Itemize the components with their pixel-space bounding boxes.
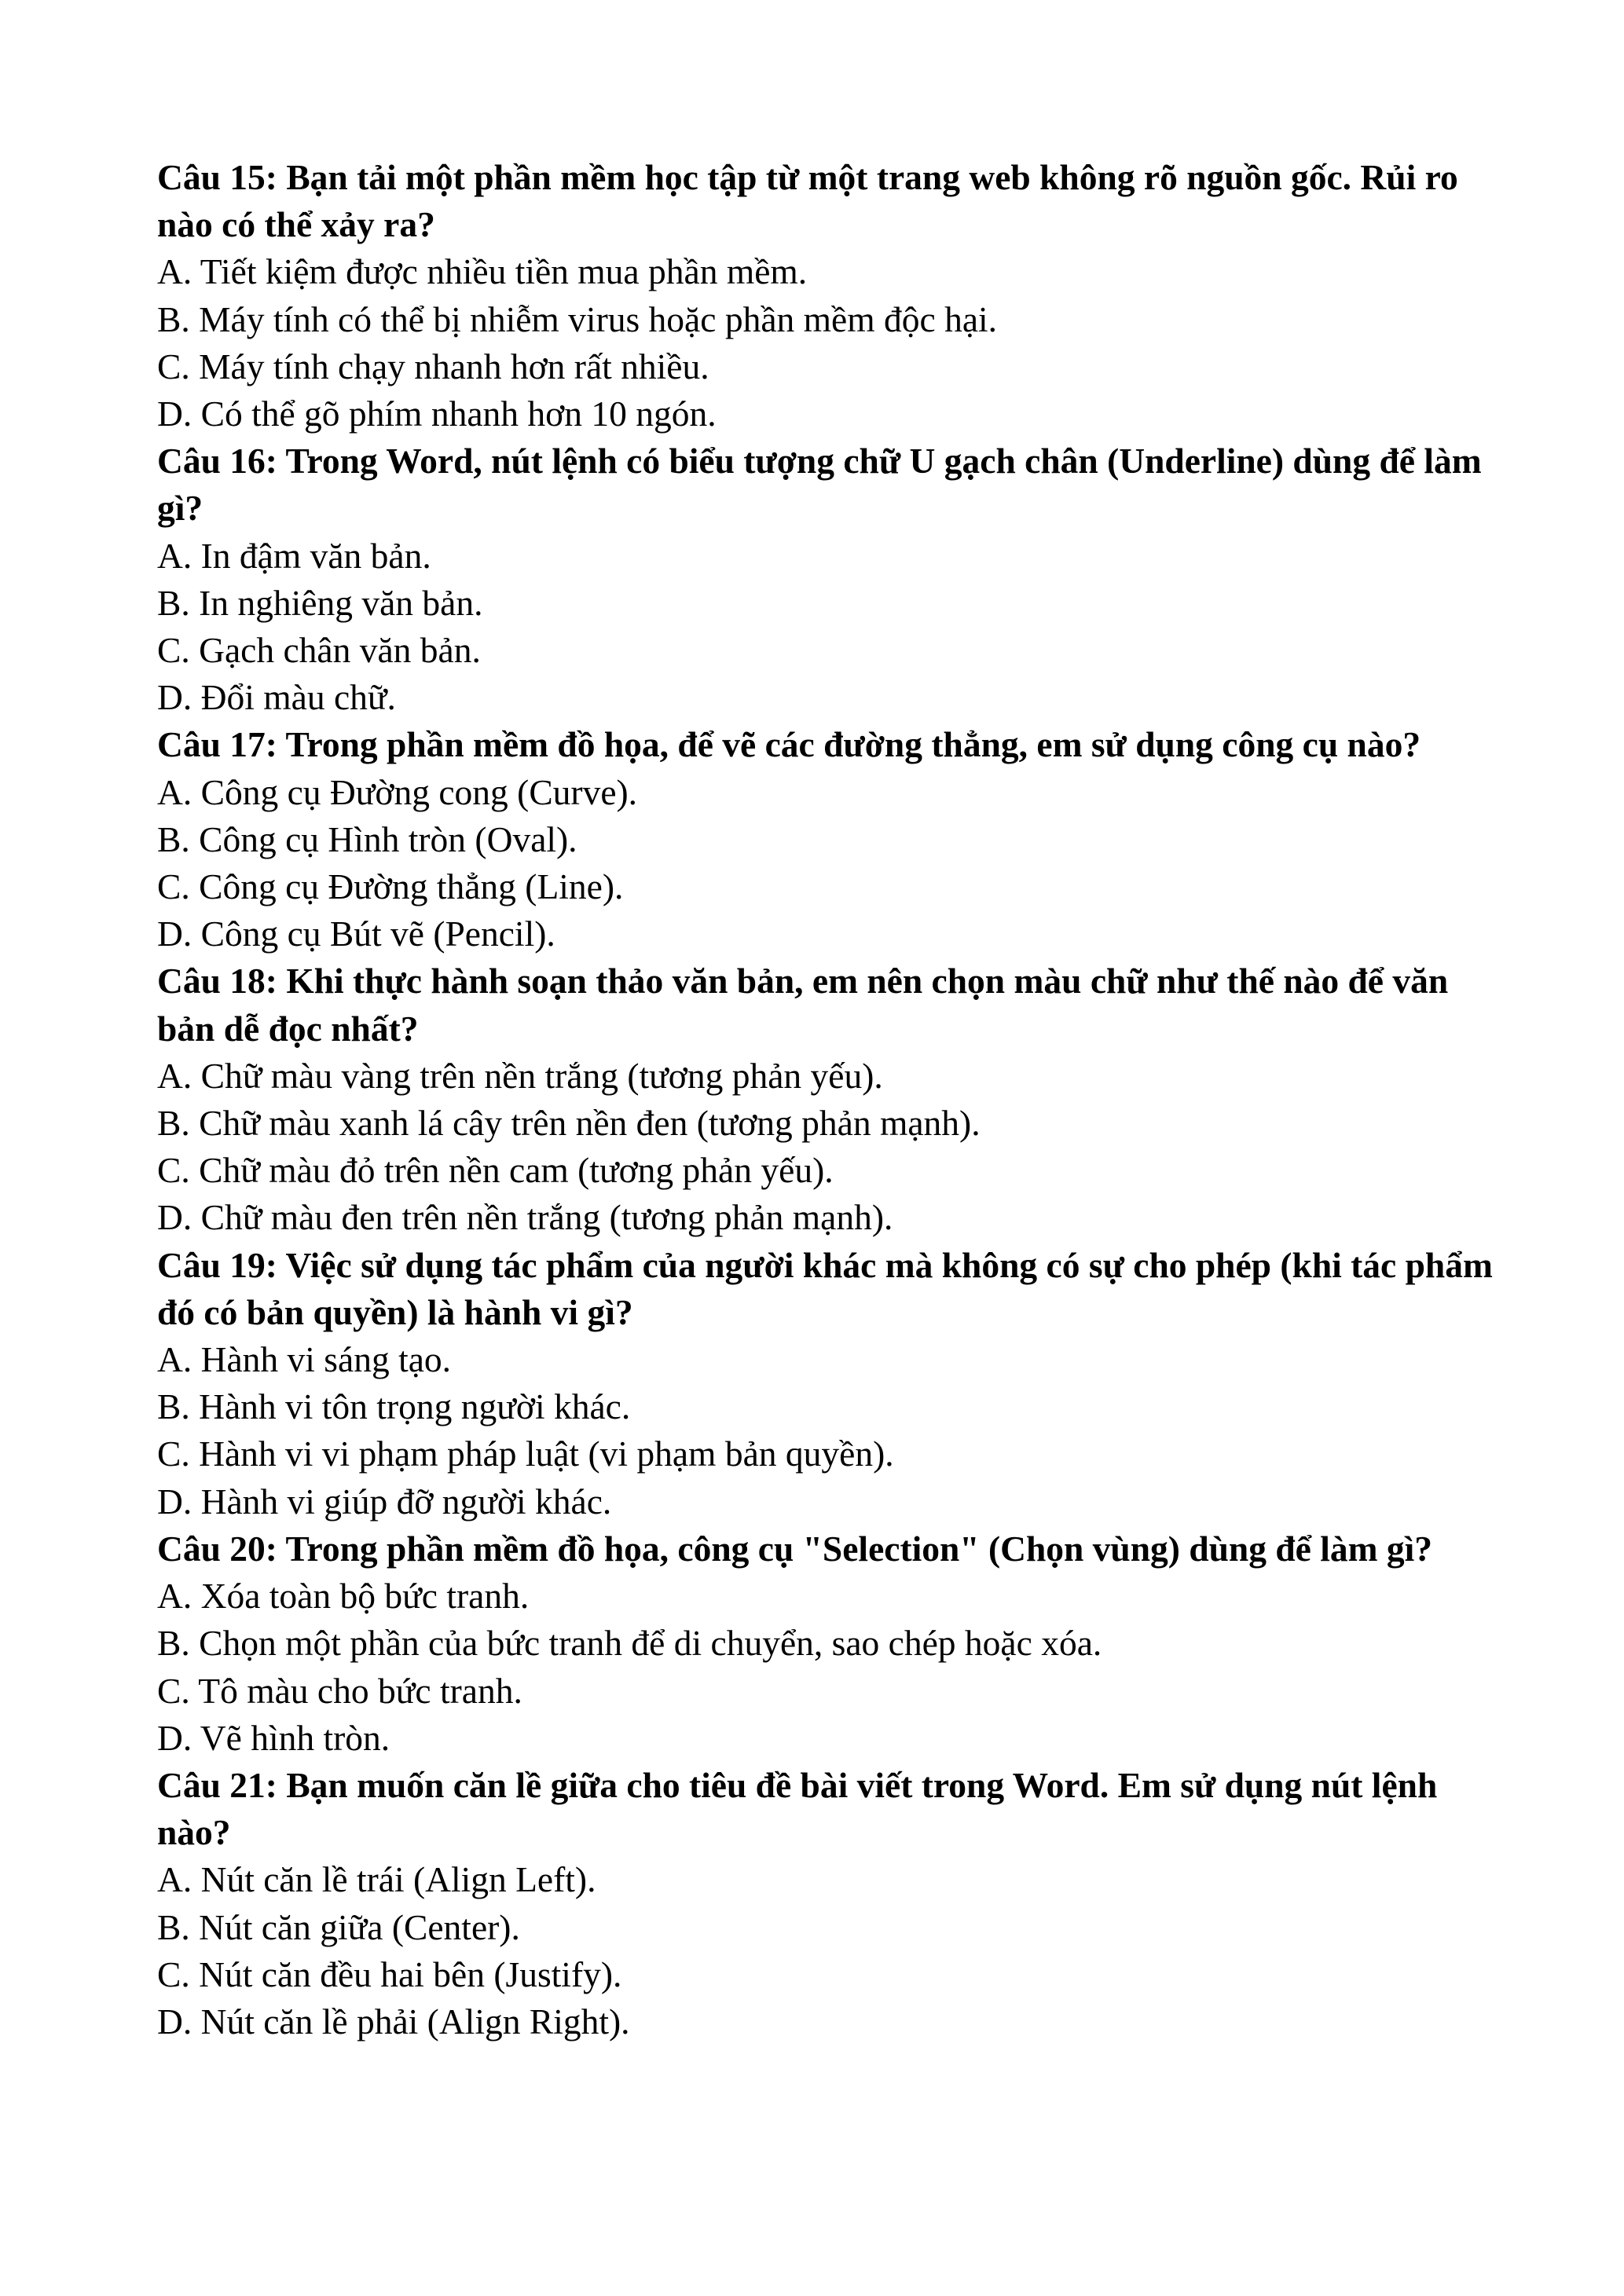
answer-option-a: A. Nút căn lề trái (Align Left). xyxy=(157,1859,596,1900)
answer-option-c: C. Nút căn đều hai bên (Justify). xyxy=(157,1954,622,1994)
answer-option-d: D. Vẽ hình tròn. xyxy=(157,1717,390,1758)
answer-option-b: B. Máy tính có thể bị nhiễm virus hoặc phần mềm độc hại. xyxy=(157,298,998,339)
question-15 xyxy=(157,154,1493,438)
question-20 xyxy=(157,1525,1493,1762)
answer-option-b: B. Hành vi tôn trọng người khác. xyxy=(157,1386,631,1427)
answer-option-a: A. Hành vi sáng tạo. xyxy=(157,1339,452,1380)
answer-option-b: B. In nghiêng văn bản. xyxy=(157,582,483,623)
answer-option-a: A. Xóa toàn bộ bức tranh. xyxy=(157,1576,530,1617)
question-stem: Câu 17: Trong phần mềm đồ họa, để vẽ các đường thẳng, em sử dụng công cụ nào? xyxy=(157,724,1421,765)
answer-option-b: B. Chọn một phần của bức tranh để di chuyển, sao chép hoặc xóa. xyxy=(157,1623,1102,1664)
question-stem: Câu 19: Việc sử dụng tác phẩm của người khác mà không có sự cho phép (khi tác phẩm đó có bản quyền) là hành vi gì? xyxy=(157,1244,1493,1332)
answer-option-b: B. Chữ màu xanh lá cây trên nền đen (tương phản mạnh). xyxy=(157,1103,981,1144)
question-stem: Câu 15: Bạn tải một phần mềm học tập từ một trang web không rõ nguồn gốc. Rủi ro nào có thể xảy ra? xyxy=(157,157,1458,245)
answer-option-d: D. Công cụ Bút vẽ (Pencil). xyxy=(157,914,555,954)
answer-option-c: C. Gạch chân văn bản. xyxy=(157,630,481,671)
question-stem: Câu 20: Trong phần mềm đồ họa, công cụ "Selection" (Chọn vùng) dùng để làm gì? xyxy=(157,1528,1433,1569)
answer-option-a: A. In đậm văn bản. xyxy=(157,535,431,576)
answer-option-c: C. Tô màu cho bức tranh. xyxy=(157,1670,522,1711)
answer-option-c: C. Máy tính chạy nhanh hơn rất nhiều. xyxy=(157,346,709,386)
question-18 xyxy=(157,958,1493,1241)
answer-option-d: D. Nút căn lề phải (Align Right). xyxy=(157,2001,630,2041)
question-16 xyxy=(157,438,1493,721)
answer-option-c: C. Hành vi vi phạm pháp luật (vi phạm bản quyền). xyxy=(157,1434,894,1474)
answer-option-a: A. Tiết kiệm được nhiều tiền mua phần mềm. xyxy=(157,251,808,292)
document-page xyxy=(157,154,1493,2045)
question-stem: Câu 21: Bạn muốn căn lề giữa cho tiêu đề bài viết trong Word. Em sử dụng nút lệnh nào? xyxy=(157,1764,1438,1853)
answer-option-c: C. Chữ màu đỏ trên nền cam (tương phản yếu). xyxy=(157,1150,834,1191)
question-stem: Câu 18: Khi thực hành soạn thảo văn bản, em nên chọn màu chữ như thế nào để văn bản dễ đọc nhất? xyxy=(157,961,1449,1049)
question-17 xyxy=(157,721,1493,958)
answer-option-d: D. Có thể gõ phím nhanh hơn 10 ngón. xyxy=(157,394,717,434)
answer-option-b: B. Công cụ Hình tròn (Oval). xyxy=(157,818,577,859)
answer-option-d: D. Chữ màu đen trên nền trắng (tương phản mạnh). xyxy=(157,1197,893,1238)
answer-option-c: C. Công cụ Đường thẳng (Line). xyxy=(157,866,624,907)
answer-option-d: D. Đổi màu chữ. xyxy=(157,677,396,718)
answer-option-b: B. Nút căn giữa (Center). xyxy=(157,1906,520,1947)
answer-option-d: D. Hành vi giúp đỡ người khác. xyxy=(157,1481,612,1522)
question-stem: Câu 16: Trong Word, nút lệnh có biểu tượng chữ U gạch chân (Underline) dùng để làm gì? xyxy=(157,441,1482,529)
question-19 xyxy=(157,1242,1493,1525)
answer-option-a: A. Công cụ Đường cong (Curve). xyxy=(157,771,638,812)
answer-option-a: A. Chữ màu vàng trên nền trắng (tương phản yếu). xyxy=(157,1055,883,1096)
question-21 xyxy=(157,1762,1493,2045)
